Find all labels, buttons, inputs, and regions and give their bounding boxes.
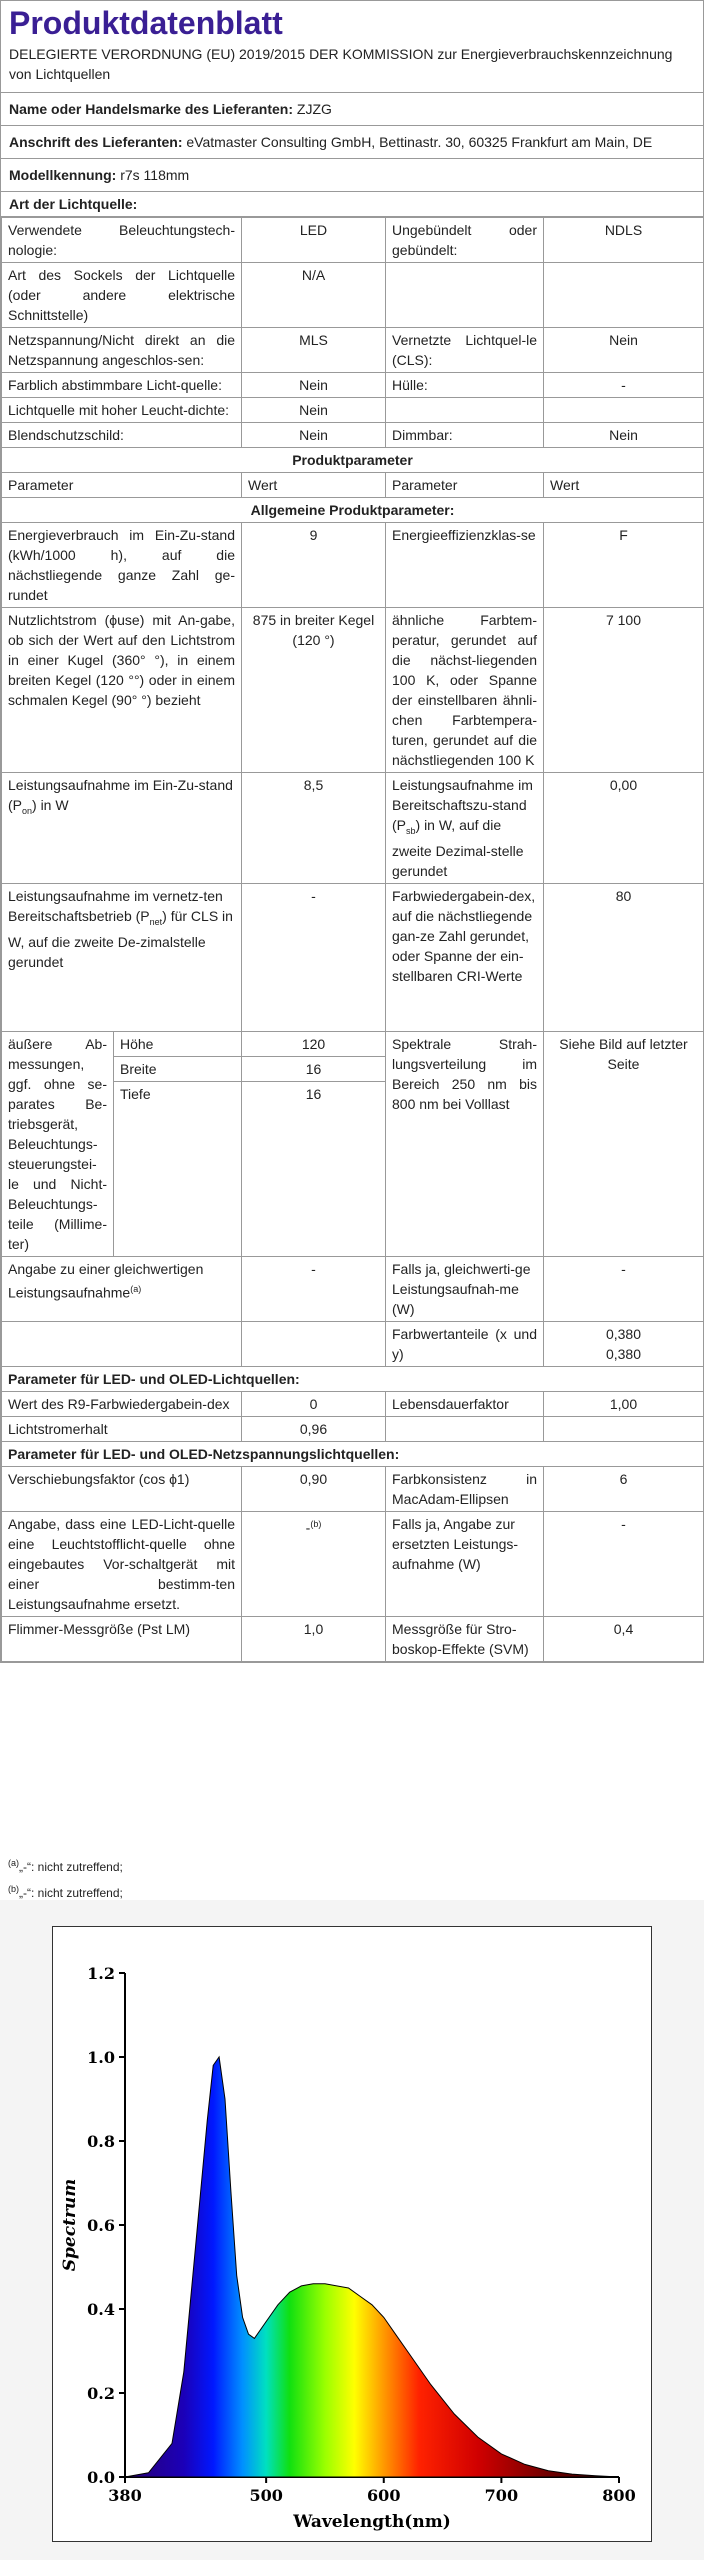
life-value: 1,00: [544, 1391, 704, 1416]
pon-value: 8,5: [242, 773, 386, 884]
cri-label: Farbwiedergabein-dex, auf die nächstliegende gan-ze Zahl gerundet, oder Spanne der ein-stellbaren CRI-Werte: [386, 883, 544, 1031]
x-tick-label: 380: [108, 2486, 142, 2505]
maint-value: 0,96: [242, 1416, 386, 1441]
dim-height-value: 120: [242, 1032, 385, 1057]
light-source-row-mains: [2, 328, 704, 373]
footnotes: [8, 1852, 123, 1904]
table-row: [2, 1391, 704, 1416]
psb-sub: sb: [406, 825, 416, 836]
table-row: [2, 773, 704, 884]
spectrum-area: [125, 2057, 619, 2477]
replace-label: Angabe, dass eine LED-Licht-quelle eine Leuchtstofflicht-quelle ohne eingebautes Vor-schaltgerät mit einer bestimm-ten Leistungsaufnahme ersetzt.: [2, 1511, 242, 1616]
energy-label: Energieverbrauch im Ein-Zu-stand (kWh/1000 h), auf die nächstliegende ganze Zahl ge-rundet: [2, 523, 242, 608]
psb-value: 0,00: [544, 773, 704, 884]
psb-label-a: Leistungsaufnahme im Bereitschaftszu-stand (P: [392, 777, 533, 833]
supplier-name-value: ZJZG: [296, 101, 332, 117]
pnet-label: [2, 883, 242, 1031]
flicker-value: 1,0: [242, 1616, 386, 1661]
ls-value: Nein: [242, 373, 386, 398]
col-header-param-2: Parameter: [386, 473, 544, 498]
params-header-row: [2, 473, 704, 498]
footnote-a-text: „-“: nicht zutreffend;: [19, 1860, 123, 1874]
replace-power-label: Falls ja, Angabe zur ersetzten Leistungs-aufnahme (W): [386, 1511, 544, 1616]
pon-label: [2, 773, 242, 884]
mains-params-heading: Parameter für LED- und OLED-Netzspannungslichtquellen:: [2, 1441, 704, 1466]
table-row: [2, 1256, 704, 1321]
ls-value-2: Nein: [544, 328, 704, 373]
svm-label: Messgröße für Stro-boskop-Effekte (SVM): [386, 1616, 544, 1661]
dim-width-value: 16: [242, 1057, 385, 1082]
replace-value: [242, 1511, 386, 1616]
dim-depth-label: Tiefe: [120, 1085, 151, 1102]
y-tick-label: 1.0: [87, 2048, 115, 2067]
table-row: [2, 523, 704, 608]
replace-power-value: -: [544, 1511, 704, 1616]
ls-label-2: [386, 398, 544, 423]
product-params-heading: Produktparameter: [2, 448, 704, 473]
chroma-y: 0,380: [605, 1345, 642, 1362]
x-axis-label: Wavelength(nm): [293, 2512, 451, 2532]
shift-label: Verschiebungsfaktor (cos ϕ1): [2, 1466, 242, 1511]
pon-label-a: Leistungsaufnahme im Ein-Zu-stand (P: [8, 777, 233, 813]
flux-value: 875 in breiter Kegel (120 °): [242, 608, 386, 773]
y-tick-label: 0.4: [87, 2300, 115, 2319]
ls-label-2: Ungebündelt oder gebündelt:: [386, 218, 544, 263]
ls-value: MLS: [242, 328, 386, 373]
product-params-table: [2, 448, 704, 1662]
equiv-label: [2, 1256, 242, 1321]
spec-table: [1, 217, 704, 1662]
cct-label: ähnliche Farbtem-peratur, gerundet auf die nächst-liegenden 100 K, oder Spanne der einstellbaren ähnli-chen Farbtempera-turen, gerundet auf die nächstliegenden 100 K: [386, 608, 544, 773]
y-tick-label: 1.2: [87, 1964, 115, 1983]
equiv-power-label: Falls ja, gleichwerti-ge Leistungsaufnah-me (W): [386, 1256, 544, 1321]
chroma-x: 0,380: [605, 1325, 642, 1342]
spectral-label: Spektrale Strah-lungsverteilung im Bereich 250 nm bis 800 nm bei Volllast: [386, 1031, 544, 1256]
supplier-address-row: [1, 126, 703, 159]
table-row: [2, 1321, 704, 1366]
ls-value: Nein: [242, 423, 386, 448]
light-source-row-socket: [2, 263, 704, 328]
dims-cell: [2, 1031, 242, 1256]
equiv-label-text: Angabe zu einer gleichwertigen Leistungsaufnahme: [8, 1260, 204, 1301]
ls-label-2: [386, 263, 544, 328]
macadam-value: 6: [544, 1466, 704, 1511]
ls-value-2: [544, 398, 704, 423]
ls-label: Netzspannung/Nicht direkt an die Netzspannung angeschlos-sen:: [2, 328, 242, 373]
efficiency-value: F: [544, 523, 704, 608]
efficiency-label: Energieeffizienzklas-se: [386, 523, 544, 608]
general-params-heading: Allgemeine Produktparameter:: [2, 498, 704, 523]
ls-label: Art des Sockels der Lichtquelle (oder andere elektrische Schnittstelle): [2, 263, 242, 328]
light-source-row-high-luminance: [2, 398, 704, 423]
pnet-label-b: ) für CLS in W, auf die zweite De-zimalstelle gerundet: [8, 907, 233, 970]
dims-label: äußere Ab-messungen, ggf. ohne se-parates Be-triebsgerät, Beleuchtungs-steuerungstei-le und Nicht-Beleuchtungs-teile (Millime-ter): [2, 1032, 114, 1256]
footnote-a-mark: (a): [8, 1858, 19, 1868]
y-tick-label: 0.6: [87, 2216, 115, 2235]
ls-label: Lichtquelle mit hoher Leucht-dichte:: [2, 398, 242, 423]
ls-label-2: Vernetzte Lichtquel-le (CLS):: [386, 328, 544, 373]
equiv-value: -: [242, 1256, 386, 1321]
dims-names: [114, 1032, 241, 1256]
led-params-heading: Parameter für LED- und OLED-Lichtquellen:: [2, 1366, 704, 1391]
ls-value-2: NDLS: [544, 218, 704, 263]
spectrum-chart: [53, 1927, 651, 2541]
light-source-heading: Art der Lichtquelle:: [1, 192, 703, 217]
light-source-row-anti-glare: [2, 423, 704, 448]
page-title: Produktdatenblatt: [9, 5, 283, 41]
pon-sub: on: [22, 805, 33, 816]
psb-label: [386, 773, 544, 884]
supplier-address-value: eVatmaster Consulting GmbH, Bettinastr. 30, 60325 Frankfurt am Main, DE: [186, 134, 653, 150]
footnote-b-mark: (b): [8, 1884, 19, 1894]
dim-depth-value: 16: [305, 1085, 322, 1102]
y-tick-label: 0.2: [87, 2384, 115, 2403]
col-header-value-2: Wert: [544, 473, 704, 498]
light-source-row-tunable: [2, 373, 704, 398]
pnet-sub: net: [149, 916, 163, 927]
supplier-name-row: [1, 93, 703, 126]
x-tick-label: 800: [602, 2486, 636, 2505]
table-row: [2, 1466, 704, 1511]
table-row: [2, 1031, 704, 1256]
cri-value: 80: [544, 883, 704, 1031]
model-label: Modellkennung:: [9, 167, 117, 183]
energy-value: 9: [242, 523, 386, 608]
footnote-a: [8, 1852, 123, 1878]
ls-value: Nein: [242, 398, 386, 423]
table-row: [2, 608, 704, 773]
cct-value: 7 100: [544, 608, 704, 773]
col-header-param: Parameter: [2, 473, 242, 498]
svm-value: 0,4: [544, 1616, 704, 1661]
pnet-label-a: Leistungsaufnahme im vernetz-ten Bereitschaftsbetrieb (P: [8, 887, 223, 924]
dims-values: [242, 1031, 386, 1256]
ls-value: N/A: [242, 263, 386, 328]
model-value: r7s 118mm: [120, 167, 190, 183]
pon-label-b: ) in W: [32, 797, 69, 813]
macadam-label: Farbkonsistenz in MacAdam-Ellipsen: [386, 1466, 544, 1511]
ls-label-2: Hülle:: [386, 373, 544, 398]
r9-value: 0: [242, 1391, 386, 1416]
supplier-name-label: Name oder Handelsmarke des Lieferanten:: [9, 101, 293, 117]
x-tick-label: 600: [367, 2486, 401, 2505]
equiv-power-value: -: [544, 1256, 704, 1321]
flicker-label: Flimmer-Messgröße (Pst LM): [2, 1616, 242, 1661]
spectrum-chart-frame: [52, 1926, 652, 2542]
regulation-text: DELEGIERTE VERORDNUNG (EU) 2019/2015 DER KOMMISSION zur Energieverbrauchskennzeichnung von Lichtquellen: [1, 44, 703, 93]
y-tick-label: 0.8: [87, 2132, 115, 2151]
replace-value-text: -: [305, 1519, 311, 1536]
shift-value: 0,90: [242, 1466, 386, 1511]
ls-label-2: Dimmbar:: [386, 423, 544, 448]
col-header-value: Wert: [242, 473, 386, 498]
ls-label: Farblich abstimmbare Licht-quelle:: [2, 373, 242, 398]
light-source-row-technology: [2, 218, 704, 263]
life-label: Lebensdauerfaktor: [386, 1391, 544, 1416]
ls-value: LED: [242, 218, 386, 263]
pnet-value: -: [242, 883, 386, 1031]
maint-label: Lichtstromerhalt: [2, 1416, 242, 1441]
ls-label: Blendschutzschild:: [2, 423, 242, 448]
supplier-address-label: Anschrift des Lieferanten:: [9, 134, 183, 150]
footnote-b-text: „-“: nicht zutreffend;: [19, 1886, 123, 1900]
table-row: [2, 1416, 704, 1441]
dim-height-label: Höhe: [114, 1032, 241, 1057]
table-row: [2, 1511, 704, 1616]
model-row: [1, 159, 703, 192]
equiv-footnote-mark: (a): [130, 1283, 142, 1294]
r9-label: Wert des R9-Farbwiedergabein-dex: [2, 1391, 242, 1416]
y-axis-label: Spectrum: [60, 2178, 80, 2272]
y-tick-label: 0.0: [87, 2468, 115, 2487]
ls-value-2: [544, 263, 704, 328]
ls-value-2: Nein: [544, 423, 704, 448]
x-tick-label: 500: [249, 2486, 283, 2505]
flux-label: Nutzlichtstrom (ϕuse) mit An-gabe, ob sich der Wert auf den Lichtstrom in einer Kugel (360° °), in einem breiten Kegel (120 °°) oder in einem schmalen Kegel (90° °) bezieht: [2, 608, 242, 773]
ls-value-2: -: [544, 373, 704, 398]
psb-label-b: ) in W, auf die zweite Dezimal-stelle gerundet: [392, 817, 524, 879]
chroma-label: Farbwertanteile (x und y): [386, 1321, 544, 1366]
ls-label: Verwendete Beleuchtungstech-nologie:: [2, 218, 242, 263]
x-tick-label: 700: [484, 2486, 519, 2505]
spectral-value: Siehe Bild auf letzter Seite: [544, 1031, 704, 1256]
light-source-table: [2, 218, 704, 448]
table-row: [2, 883, 704, 1031]
spectrum-chart-area: [0, 1900, 704, 2560]
table-row: [2, 1616, 704, 1661]
dim-width-label: Breite: [114, 1057, 241, 1082]
chroma-values: [544, 1321, 704, 1366]
replace-footnote-mark: (b): [310, 1518, 322, 1529]
